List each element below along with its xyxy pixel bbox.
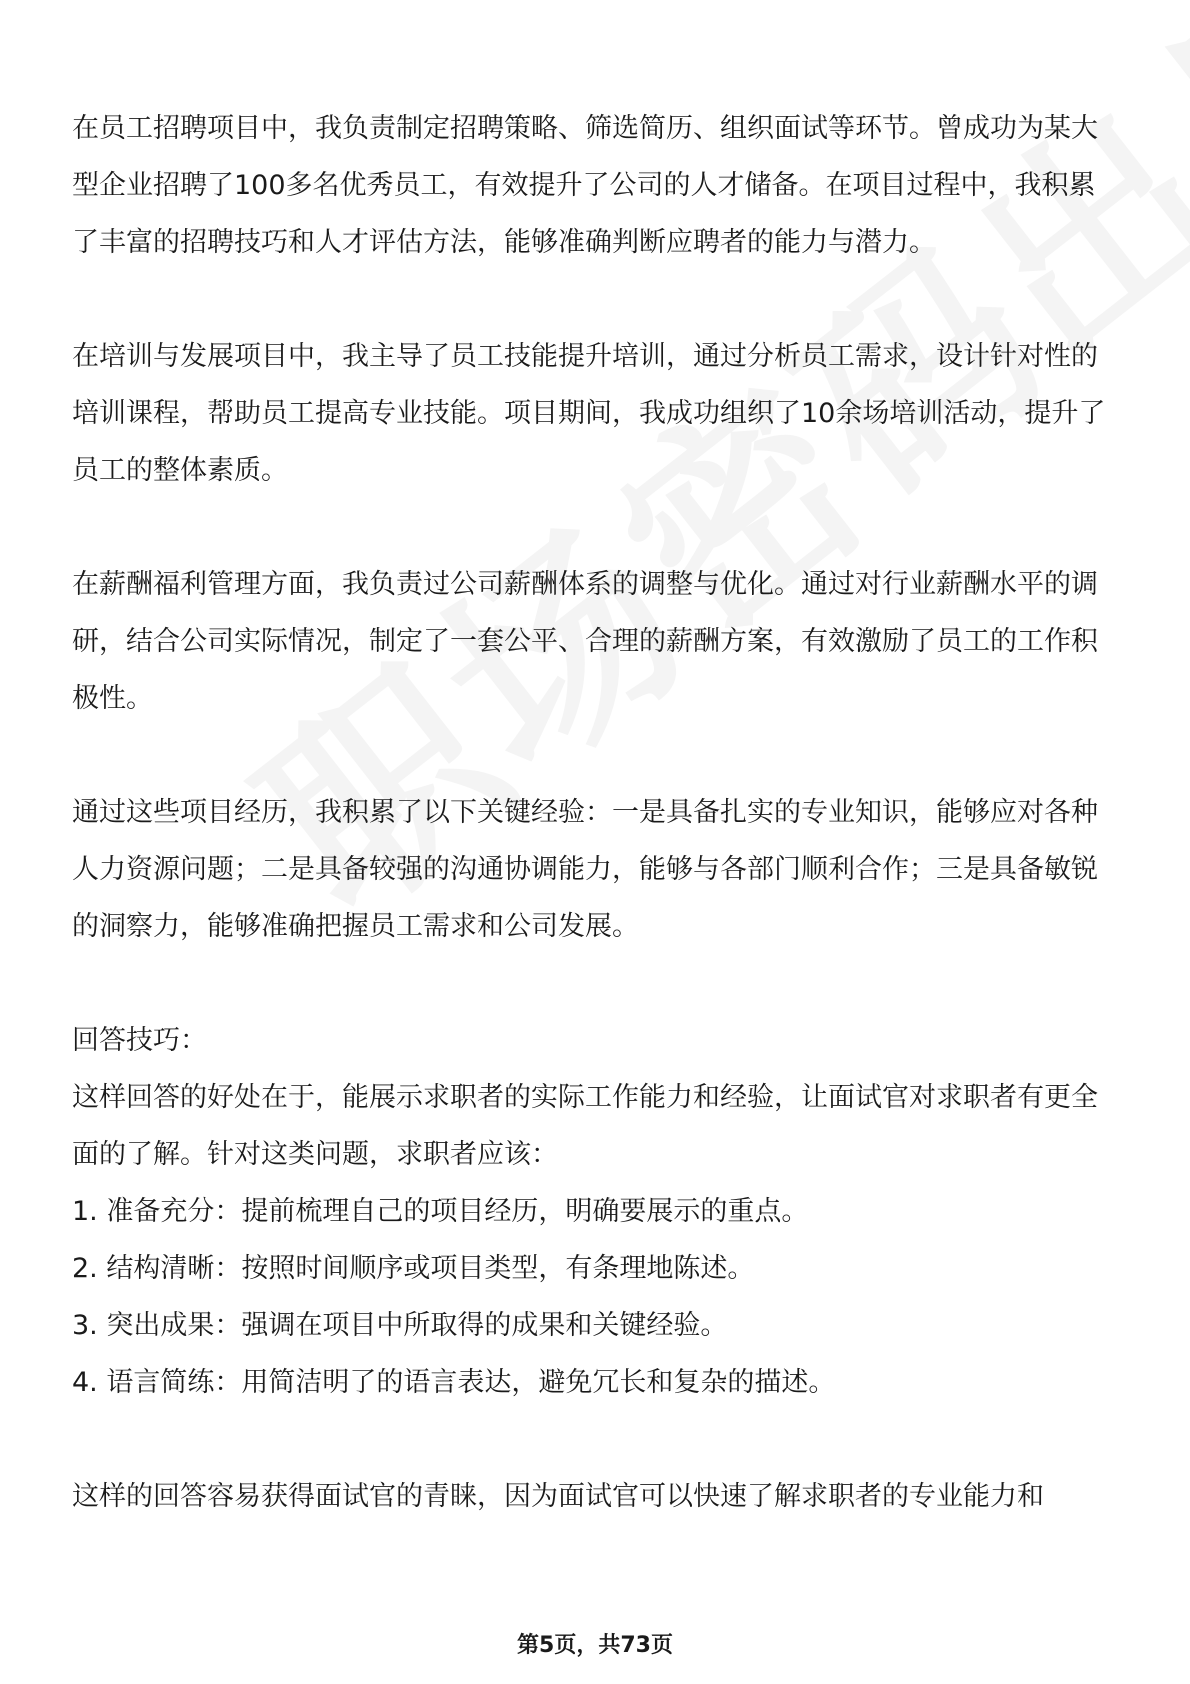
list-item: 1. 准备充分：提前梳理自己的项目经历，明确要展示的重点。 [72, 1196, 809, 1227]
answer-tips-section [72, 1012, 1117, 1411]
paragraph-compensation: 在薪酬福利管理方面，我负责过公司薪酬体系的调整与优化。通过对行业薪酬水平的调研，结合公司实际情况，制定了一套公平、合理的薪酬方案，有效激励了员工的工作积极性。 [72, 569, 1098, 714]
paragraph-training: 在培训与发展项目中，我主导了员工技能提升培训，通过分析员工需求，设计针对性的培训课程，帮助员工提高专业技能。项目期间，我成功组织了10余场培训活动，提升了员工的整体素质。 [72, 341, 1106, 486]
document-body [72, 100, 1117, 1525]
paragraph-closing: 这样的回答容易获得面试官的青睐，因为面试官可以快速了解求职者的专业能力和 [72, 1481, 1044, 1512]
list-item: 4. 语言简练：用简洁明了的语言表达，避免冗长和复杂的描述。 [72, 1367, 836, 1398]
paragraph-recruitment: 在员工招聘项目中，我负责制定招聘策略、筛选简历、组织面试等环节。曾成功为某大型企业招聘了100多名优秀员工，有效提升了公司的人才储备。在项目过程中，我积累了丰富的招聘技巧和人才评估方法，能够准确判断应聘者的能力与潜力。 [72, 113, 1098, 258]
tips-heading: 回答技巧： [72, 1025, 207, 1056]
tips-intro: 这样回答的好处在于，能展示求职者的实际工作能力和经验，让面试官对求职者有更全面的了解。针对这类问题，求职者应该： [72, 1082, 1098, 1170]
tips-list [72, 1183, 1117, 1411]
paragraph-key-experience: 通过这些项目经历，我积累了以下关键经验：一是具备扎实的专业知识，能够应对各种人力资源问题；二是具备较强的沟通协调能力，能够与各部门顺利合作；三是具备敏锐的洞察力，能够准确把握员工需求和公司发展。 [72, 797, 1098, 942]
list-item: 3. 突出成果：强调在项目中所取得的成果和关键经验。 [72, 1310, 728, 1341]
page-number: 第5页，共73页 [517, 1633, 673, 1658]
list-item: 2. 结构清晰：按照时间顺序或项目类型，有条理地陈述。 [72, 1253, 755, 1284]
